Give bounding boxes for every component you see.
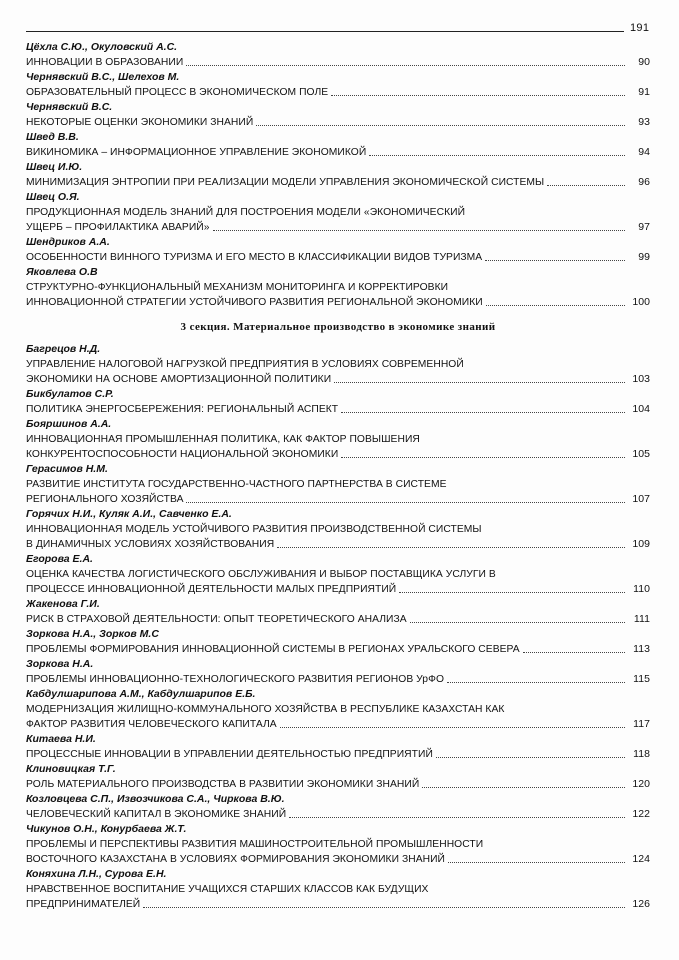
dot-leader: [213, 220, 625, 231]
entry-title-line: [26, 402, 650, 417]
entry-title-text: РОЛЬ МАТЕРИАЛЬНОГО ПРОИЗВОДСТВА В РАЗВИТИИ ЭКОНОМИКИ ЗНАНИЙ: [26, 779, 420, 790]
entry-title-text: ПРОБЛЕМЫ И ПЕРСПЕКТИВЫ РАЗВИТИЯ МАШИНОСТРОИТЕЛЬНОЙ ПРОМЫШЛЕННОСТИ: [26, 839, 484, 850]
toc-entry: [26, 190, 650, 235]
toc-entry: [26, 867, 650, 912]
entry-page-number: 100: [632, 296, 650, 308]
dot-leader: [280, 717, 625, 728]
entry-title-text: ИННОВАЦИОННАЯ МОДЕЛЬ УСТОЙЧИВОГО РАЗВИТИЯ ПРОИЗВОДСТВЕННОЙ СИСТЕМЫ: [26, 524, 482, 535]
entry-title-text: ИННОВАЦИИ В ОБРАЗОВАНИИ: [26, 57, 184, 68]
toc-entry: [26, 762, 650, 792]
entry-page-number: 117: [633, 718, 650, 730]
entry-title-text: МИНИМИЗАЦИЯ ЭНТРОПИИ ПРИ РЕАЛИЗАЦИИ МОДЕЛИ УПРАВЛЕНИЯ ЭКОНОМИЧЕСКОЙ СИСТЕМЫ: [26, 177, 545, 188]
entry-author: Жакенова Г.И.: [26, 598, 100, 610]
dot-leader: [486, 295, 625, 306]
entry-title-text: НЕКОТОРЫЕ ОЦЕНКИ ЭКОНОМИКИ ЗНАНИЙ: [26, 117, 254, 128]
entry-page-number: 126: [632, 898, 650, 910]
entry-title-line: [26, 672, 650, 687]
dot-leader: [186, 492, 625, 503]
dot-leader: [422, 777, 625, 788]
entry-author: Кабдулшарипова А.М., Кабдулшарипов Е.Б.: [26, 688, 256, 700]
entry-title-text: В ДИНАМИЧНЫХ УСЛОВИЯХ ХОЗЯЙСТВОВАНИЯ: [26, 539, 275, 550]
entry-title-text: ОСОБЕННОСТИ ВИННОГО ТУРИЗМА И ЕГО МЕСТО В КЛАССИФИКАЦИИ ВИДОВ ТУРИЗМА: [26, 252, 483, 263]
dot-leader: [436, 747, 625, 758]
entry-title-line: [26, 85, 650, 100]
entry-author: Коняхина Л.Н., Сурова Е.Н.: [26, 868, 167, 880]
page-number: 191: [630, 22, 650, 34]
header-rule: [26, 31, 624, 32]
toc-list: [26, 40, 650, 912]
entry-author: Козловцева С.П., Извозчикова С.А., Чиркова В.Ю.: [26, 793, 285, 805]
entry-author: Зоркова Н.А., Зорков М.С: [26, 628, 159, 640]
entry-title-line: [26, 897, 650, 912]
entry-page-number: 124: [632, 853, 650, 865]
dot-leader: [547, 175, 625, 186]
entry-page-number: 91: [638, 86, 650, 98]
entry-title-line: [26, 492, 650, 507]
entry-title-text: ПРОЦЕССНЫЕ ИННОВАЦИИ В УПРАВЛЕНИИ ДЕЯТЕЛЬНОСТЬЮ ПРЕДПРИЯТИЙ: [26, 749, 433, 760]
dot-leader: [447, 672, 625, 683]
entry-author: Китаева Н.И.: [26, 733, 96, 745]
entry-title-text: МОДЕРНИЗАЦИЯ ЖИЛИЩНО-КОММУНАЛЬНОГО ХОЗЯЙСТВА В РЕСПУБЛИКЕ КАЗАХСТАН КАК: [26, 704, 505, 715]
entry-title-line: [26, 807, 650, 822]
entry-title-line: [26, 115, 650, 130]
entry-author: Егорова Е.А.: [26, 553, 93, 565]
toc-entry: [26, 462, 650, 507]
entry-page-number: 94: [638, 146, 650, 158]
entry-title-line: [26, 220, 650, 235]
toc-entry: [26, 657, 650, 687]
dot-leader: [369, 145, 625, 156]
entry-author: Швец И.Ю.: [26, 161, 83, 173]
entry-title-line: [26, 777, 650, 792]
dot-leader: [256, 115, 625, 126]
entry-title-text: НРАВСТВЕННОЕ ВОСПИТАНИЕ УЧАЩИХСЯ СТАРШИХ КЛАССОВ КАК БУДУЩИХ: [26, 884, 429, 895]
toc-entries-top: [26, 40, 650, 310]
toc-entry: [26, 792, 650, 822]
entry-title-text: ЧЕЛОВЕЧЕСКИЙ КАПИТАЛ В ЭКОНОМИКЕ ЗНАНИЙ: [26, 809, 287, 820]
dot-leader: [410, 612, 625, 623]
entry-page-number: 105: [632, 448, 650, 460]
entry-title-line: [26, 612, 650, 627]
entry-page-number: 110: [633, 583, 650, 595]
toc-entry: [26, 70, 650, 100]
entry-author: Герасимов Н.М.: [26, 463, 108, 475]
entry-page-number: 109: [632, 538, 650, 550]
entry-title-line: [26, 447, 650, 462]
entry-author: Багрецов Н.Д.: [26, 343, 101, 355]
entry-title-line: [26, 582, 650, 597]
toc-entry: [26, 387, 650, 417]
toc-entry: [26, 160, 650, 190]
entry-title-text: СТРУКТУРНО-ФУНКЦИОНАЛЬНЫЙ МЕХАНИЗМ МОНИТОРИНГА И КОРРЕКТИРОВКИ: [26, 282, 449, 293]
entry-title-text: УПРАВЛЕНИЕ НАЛОГОВОЙ НАГРУЗКОЙ ПРЕДПРИЯТИЯ В УСЛОВИЯХ СОВРЕМЕННОЙ: [26, 359, 464, 370]
entry-author: Бояршинов А.А.: [26, 418, 112, 430]
entry-page-number: 103: [632, 373, 650, 385]
dot-leader: [143, 897, 625, 908]
entry-title-text: ИННОВАЦИОННАЯ ПРОМЫШЛЕННАЯ ПОЛИТИКА, КАК ФАКТОР ПОВЫШЕНИЯ: [26, 434, 420, 445]
entry-title-text: ОБРАЗОВАТЕЛЬНЫЙ ПРОЦЕСС В ЭКОНОМИЧЕСКОМ ПОЛЕ: [26, 87, 329, 98]
entry-title-line: [26, 747, 650, 762]
entry-page-number: 122: [632, 808, 650, 820]
entry-title-text: ПОЛИТИКА ЭНЕРГОСБЕРЕЖЕНИЯ: РЕГИОНАЛЬНЫЙ АСПЕКТ: [26, 404, 339, 415]
entry-author: Зоркова Н.А.: [26, 658, 94, 670]
entry-title-line: [26, 175, 650, 190]
toc-entry: [26, 822, 650, 867]
entry-author: Горячих Н.И., Куляк А.И., Савченко Е.А.: [26, 508, 232, 520]
entry-title-text: ФАКТОР РАЗВИТИЯ ЧЕЛОВЕЧЕСКОГО КАПИТАЛА: [26, 719, 277, 730]
dot-leader: [334, 372, 625, 383]
entry-title-line: [26, 537, 650, 552]
entry-title-line: [26, 372, 650, 387]
entry-page-number: 97: [638, 221, 650, 233]
entry-title-text: ПРОЦЕССЕ ИННОВАЦИОННОЙ ДЕЯТЕЛЬНОСТИ МАЛЫХ ПРЕДПРИЯТИЙ: [26, 584, 397, 595]
toc-entry: [26, 507, 650, 552]
dot-leader: [523, 642, 625, 653]
toc-entry: [26, 100, 650, 130]
toc-entry: [26, 130, 650, 160]
toc-entry: [26, 732, 650, 762]
dot-leader: [341, 447, 625, 458]
entry-title-line: [26, 852, 650, 867]
toc-entry: [26, 627, 650, 657]
entry-title-text: ОЦЕНКА КАЧЕСТВА ЛОГИСТИЧЕСКОГО ОБСЛУЖИВАНИЯ И ВЫБОР ПОСТАВЩИКА УСЛУГИ В: [26, 569, 496, 580]
entry-title-text: ВОСТОЧНОГО КАЗАХСТАНА В УСЛОВИЯХ ФОРМИРОВАНИЯ ЭКОНОМИКИ ЗНАНИЙ: [26, 854, 446, 865]
dot-leader: [277, 537, 625, 548]
entry-title-line: [26, 717, 650, 732]
entry-page-number: 93: [638, 116, 650, 128]
entry-page-number: 99: [638, 251, 650, 263]
entry-page-number: 107: [632, 493, 650, 505]
entry-author: Клиновицкая Т.Г.: [26, 763, 116, 775]
dot-leader: [289, 807, 625, 818]
toc-entry: [26, 265, 650, 310]
entry-author: Чикунов О.Н., Конурбаева Ж.Т.: [26, 823, 187, 835]
entry-title-line: [26, 642, 650, 657]
entry-author: Чернявский В.С.: [26, 101, 113, 113]
entry-title-line: [26, 145, 650, 160]
entry-title-text: ИННОВАЦИОННОЙ СТРАТЕГИИ УСТОЙЧИВОГО РАЗВИТИЯ РЕГИОНАЛЬНОЙ ЭКОНОМИКИ: [26, 297, 483, 308]
entry-title-text: ЭКОНОМИКИ НА ОСНОВЕ АМОРТИЗАЦИОННОЙ ПОЛИТИКИ: [26, 374, 332, 385]
entry-author: Яковлева О.В: [26, 266, 98, 278]
toc-entry: [26, 342, 650, 387]
toc-entry: [26, 235, 650, 265]
entry-page-number: 115: [633, 673, 650, 685]
entry-title-text: УЩЕРБ – ПРОФИЛАКТИКА АВАРИЙ»: [26, 222, 210, 233]
entry-title-text: РАЗВИТИЕ ИНСТИТУТА ГОСУДАРСТВЕННО-ЧАСТНОГО ПАРТНЕРСТВА В СИСТЕМЕ: [26, 479, 447, 490]
section-heading: 3 секция. Материальное производство в экономике знаний: [180, 321, 496, 333]
entry-page-number: 104: [632, 403, 650, 415]
entry-title-text: ПРЕДПРИНИМАТЕЛЕЙ: [26, 899, 141, 910]
entry-title-text: КОНКУРЕНТОСПОСОБНОСТИ НАЦИОНАЛЬНОЙ ЭКОНОМИКИ: [26, 449, 339, 460]
toc-entry: [26, 597, 650, 627]
entry-title-line: [26, 250, 650, 265]
toc-entry: [26, 687, 650, 732]
entry-page-number: 111: [633, 613, 650, 625]
toc-entries-section3: [26, 342, 650, 912]
entry-page-number: 96: [638, 176, 650, 188]
entry-page-number: 113: [633, 643, 650, 655]
entry-title-text: ПРОДУКЦИОННАЯ МОДЕЛЬ ЗНАНИЙ ДЛЯ ПОСТРОЕНИЯ МОДЕЛИ «ЭКОНОМИЧЕСКИЙ: [26, 207, 466, 218]
entry-author: Швец О.Я.: [26, 191, 80, 203]
entry-page-number: 120: [632, 778, 650, 790]
toc-entry: [26, 552, 650, 597]
entry-page-number: 90: [638, 56, 650, 68]
entry-title-text: ВИКИНОМИКА – ИНФОРМАЦИОННОЕ УПРАВЛЕНИЕ ЭКОНОМИКОЙ: [26, 147, 367, 158]
entry-title-line: [26, 295, 650, 310]
entry-author: Цёхла С.Ю., Окуловский А.С.: [26, 41, 178, 53]
entry-title-text: РИСК В СТРАХОВОЙ ДЕЯТЕЛЬНОСТИ: ОПЫТ ТЕОРЕТИЧЕСКОГО АНАЛИЗА: [26, 614, 407, 625]
entry-title-text: РЕГИОНАЛЬНОГО ХОЗЯЙСТВА: [26, 494, 184, 505]
entry-title-line: [26, 55, 650, 70]
entry-author: Бикбулатов С.Р.: [26, 388, 114, 400]
entry-page-number: 118: [633, 748, 650, 760]
dot-leader: [448, 852, 625, 863]
entry-title-text: ПРОБЛЕМЫ ИННОВАЦИОННО-ТЕХНОЛОГИЧЕСКОГО РАЗВИТИЯ РЕГИОНОВ УрФО: [26, 674, 445, 685]
dot-leader: [399, 582, 625, 593]
dot-leader: [186, 55, 625, 66]
dot-leader: [341, 402, 625, 413]
toc-entry: [26, 40, 650, 70]
entry-author: Шендриков А.А.: [26, 236, 110, 248]
dot-leader: [331, 85, 625, 96]
entry-author: Чернявский В.С., Шелехов М.: [26, 71, 180, 83]
entry-title-text: ПРОБЛЕМЫ ФОРМИРОВАНИЯ ИННОВАЦИОННОЙ СИСТЕМЫ В РЕГИОНАХ УРАЛЬСКОГО СЕВЕРА: [26, 644, 520, 655]
toc-entry: [26, 417, 650, 462]
entry-author: Швед В.В.: [26, 131, 79, 143]
dot-leader: [485, 250, 625, 261]
